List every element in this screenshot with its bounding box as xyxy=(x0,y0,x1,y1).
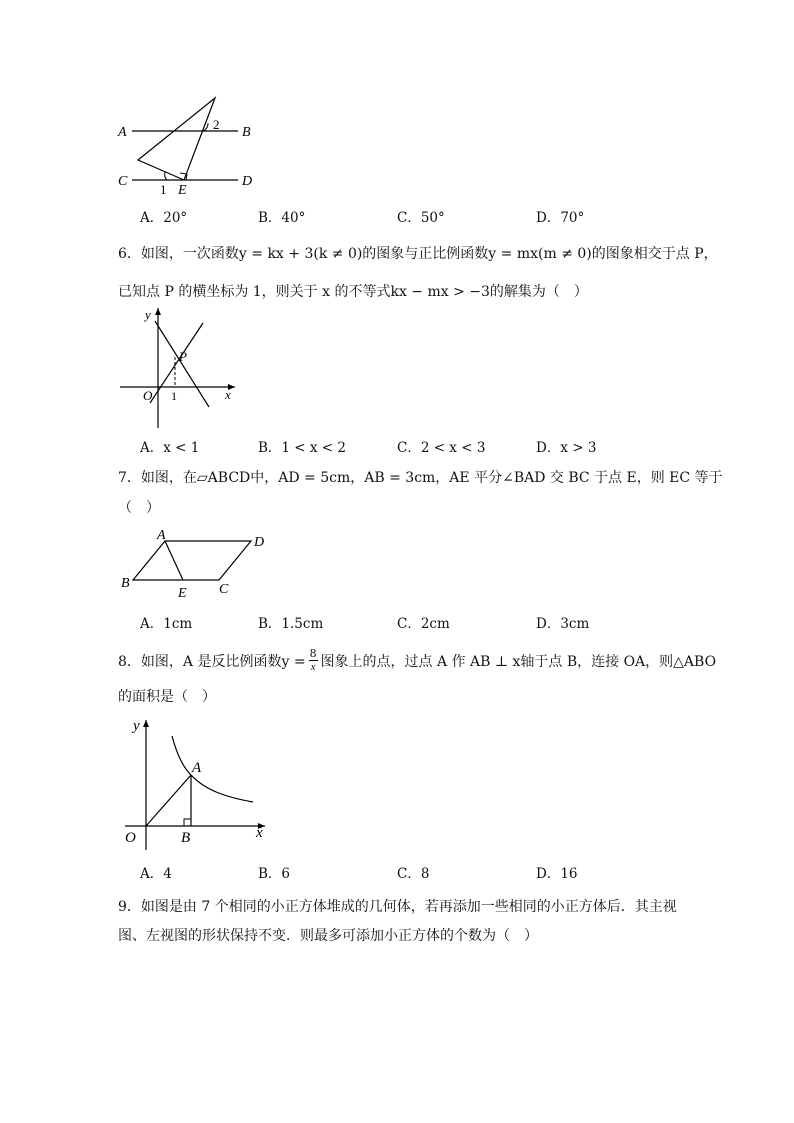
q8-stem-line2: 的面积是（ ） xyxy=(118,689,216,705)
label-O: O xyxy=(143,388,153,403)
q8-stem-part1: 8．如图，A 是反比例函数y = xyxy=(118,653,306,670)
q6-stem-line2: 已知点 P 的横坐标为 1，则关于 x 的不等式kx − mx > −3的解集为（ ） xyxy=(118,284,588,300)
q7-stem-line1: 7．如图，在▱ABCD中，AD = 5cm，AB = 3cm，AE 平分∠BAD 交 BC 于点 E，则 EC 等于 xyxy=(118,470,723,486)
label-B: B xyxy=(242,125,251,140)
label-one: 1 xyxy=(171,389,177,403)
right-angle-mark xyxy=(184,819,191,826)
label-D: D xyxy=(254,535,265,550)
q8-fraction xyxy=(309,648,318,673)
label-B: B xyxy=(121,576,130,591)
q8-stem-part2: 图象上的点，过点 A 作 AB ⊥ x轴于点 B，连接 OA，则△ABO xyxy=(320,653,717,670)
q5-figure xyxy=(110,88,270,198)
q7-option-c: C．2cm xyxy=(397,616,450,632)
label-x: x xyxy=(225,387,231,402)
q8-option-a: A．4 xyxy=(140,866,172,882)
line-kx-plus-3 xyxy=(155,321,209,407)
label-C: C xyxy=(219,582,229,597)
label-O: O xyxy=(125,830,136,846)
q7-option-d: D．3cm xyxy=(536,616,590,632)
label-A: A xyxy=(157,528,166,543)
label-x: x xyxy=(256,825,263,841)
q5-option-b: B．40° xyxy=(258,210,306,226)
q8-option-b: B．6 xyxy=(258,866,291,882)
segment-ae xyxy=(165,541,183,580)
label-E: E xyxy=(178,183,187,198)
hyperbola xyxy=(172,736,253,802)
q7-stem-line2: （ ） xyxy=(118,500,160,516)
label-E: E xyxy=(178,586,187,600)
angle1-arc xyxy=(165,172,167,180)
q6-option-d: D．x > 3 xyxy=(536,440,597,456)
q6-option-c: C．2 < x < 3 xyxy=(397,440,486,456)
q6-figure xyxy=(115,303,245,433)
label-y: y xyxy=(145,307,151,322)
q8-stem-line1 xyxy=(118,648,716,673)
label-D: D xyxy=(242,174,253,189)
q8-option-c: C．8 xyxy=(397,866,430,882)
label-P: P xyxy=(179,349,187,364)
triangle xyxy=(138,98,215,180)
q9-stem-line1: 9．如图是由 7 个相同的小正方体堆成的几何体，若再添加一些相同的小正方体后．其主视 xyxy=(118,899,677,915)
fraction-numerator: 8 xyxy=(309,647,317,660)
parallelogram xyxy=(133,541,251,580)
label-C: C xyxy=(118,174,128,189)
q8-option-d: D．16 xyxy=(536,866,578,882)
q5-option-c: C．50° xyxy=(397,210,445,226)
label-A: A xyxy=(118,125,127,140)
label-angle2: 2 xyxy=(213,117,220,132)
q8-figure xyxy=(115,710,280,855)
q5-option-a: A．20° xyxy=(140,210,188,226)
segment-oa xyxy=(146,775,191,826)
q6-stem-line1: 6．如图，一次函数y = kx + 3(k ≠ 0)的图象与正比例函数y = mx(m ≠ 0)的图象相交于点 P， xyxy=(118,246,718,262)
q7-option-a: A．1cm xyxy=(140,616,193,632)
q7-option-b: B．1.5cm xyxy=(258,616,324,632)
fraction-denominator: x xyxy=(310,661,316,673)
q5-option-d: D．70° xyxy=(536,210,585,226)
label-A: A xyxy=(192,760,202,776)
label-y: y xyxy=(133,718,140,734)
q6-option-a: A．x < 1 xyxy=(140,440,200,456)
q6-option-b: B．1 < x < 2 xyxy=(258,440,347,456)
q7-figure xyxy=(115,525,280,600)
q9-stem-line2: 图、左视图的形状保持不变．则最多可添加小正方体的个数为（ ） xyxy=(118,928,538,944)
label-angle1: 1 xyxy=(160,182,167,197)
label-B: B xyxy=(181,830,191,846)
